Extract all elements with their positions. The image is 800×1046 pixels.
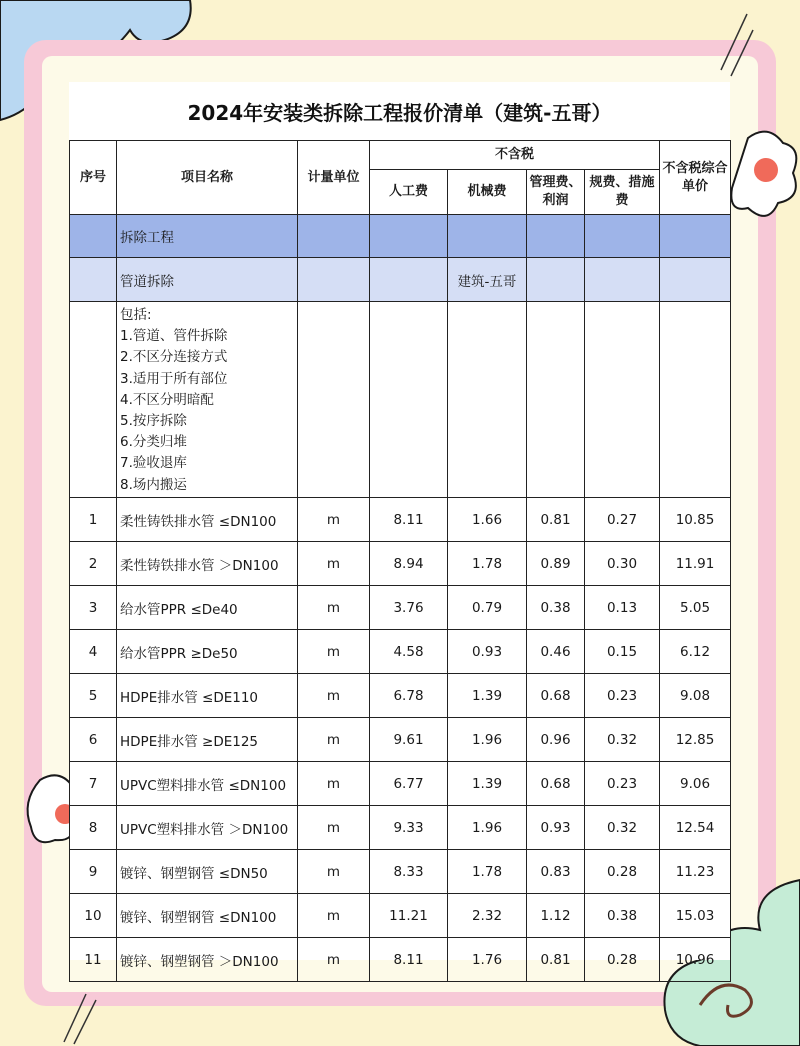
mgmt-cell: 1.12 xyxy=(527,894,585,938)
description-line: 6.分类归堆 xyxy=(120,434,187,451)
fees-cell: 0.28 xyxy=(585,938,660,982)
description-line: 1.管道、管件拆除 xyxy=(120,328,228,345)
subcategory-note: 建筑-五哥 xyxy=(448,258,527,302)
unit-cell: m xyxy=(298,630,370,674)
subcategory-name: 管道拆除 xyxy=(117,258,298,302)
header-total: 不含税综合单价 xyxy=(660,141,731,215)
mgmt-cell: 0.68 xyxy=(527,674,585,718)
machine-cell: 1.39 xyxy=(448,762,527,806)
header-group: 不含税 xyxy=(370,141,660,170)
total-cell: 12.85 xyxy=(660,718,731,762)
unit-cell: m xyxy=(298,762,370,806)
machine-cell: 2.32 xyxy=(448,894,527,938)
description-line: 7.验收退库 xyxy=(120,455,187,472)
mgmt-cell: 0.96 xyxy=(527,718,585,762)
table-row xyxy=(70,938,731,982)
name-cell: 镀锌、钢塑钢管 ≤DN50 xyxy=(117,850,298,894)
description-line: 8.场内搬运 xyxy=(120,476,187,493)
name-cell: 给水管PPR ≤De40 xyxy=(117,586,298,630)
name-cell: UPVC塑料排水管 ≤DN100 xyxy=(117,762,298,806)
mgmt-cell: 0.68 xyxy=(527,762,585,806)
total-cell: 10.85 xyxy=(660,498,731,542)
description-line: 4.不区分明暗配 xyxy=(120,391,214,408)
name-cell: 镀锌、钢塑钢管 ＞DN100 xyxy=(117,938,298,982)
header-fees: 规费、措施费 xyxy=(585,170,660,215)
total-cell: 15.03 xyxy=(660,894,731,938)
seq-cell: 2 xyxy=(70,542,117,586)
seq-cell: 3 xyxy=(70,586,117,630)
table-row xyxy=(70,718,731,762)
mgmt-cell: 0.46 xyxy=(527,630,585,674)
name-cell: HDPE排水管 ≥DE125 xyxy=(117,718,298,762)
unit-cell: m xyxy=(298,586,370,630)
description-line: 包括: xyxy=(120,307,152,323)
category-name: 拆除工程 xyxy=(117,215,298,258)
fees-cell: 0.28 xyxy=(585,850,660,894)
seq-cell: 7 xyxy=(70,762,117,806)
labor-cell: 11.21 xyxy=(370,894,448,938)
total-cell: 9.08 xyxy=(660,674,731,718)
table-row xyxy=(70,850,731,894)
seq-cell: 9 xyxy=(70,850,117,894)
description-row xyxy=(70,302,731,498)
total-cell: 6.12 xyxy=(660,630,731,674)
header-name: 项目名称 xyxy=(117,141,298,215)
total-cell: 12.54 xyxy=(660,806,731,850)
name-cell: 给水管PPR ≥De50 xyxy=(117,630,298,674)
table-row xyxy=(70,542,731,586)
machine-cell: 1.76 xyxy=(448,938,527,982)
machine-cell: 0.93 xyxy=(448,630,527,674)
mgmt-cell: 0.89 xyxy=(527,542,585,586)
flower-icon xyxy=(728,128,800,228)
total-cell: 9.06 xyxy=(660,762,731,806)
machine-cell: 1.96 xyxy=(448,718,527,762)
labor-cell: 8.94 xyxy=(370,542,448,586)
unit-cell: m xyxy=(298,498,370,542)
machine-cell: 1.96 xyxy=(448,806,527,850)
category-row xyxy=(70,215,731,258)
fees-cell: 0.23 xyxy=(585,762,660,806)
unit-cell: m xyxy=(298,718,370,762)
total-cell: 10.96 xyxy=(660,938,731,982)
seq-cell: 6 xyxy=(70,718,117,762)
unit-cell: m xyxy=(298,674,370,718)
fees-cell: 0.38 xyxy=(585,894,660,938)
seq-cell: 11 xyxy=(70,938,117,982)
labor-cell: 6.78 xyxy=(370,674,448,718)
machine-cell: 1.78 xyxy=(448,850,527,894)
name-cell: 镀锌、钢塑钢管 ≤DN100 xyxy=(117,894,298,938)
seq-cell: 8 xyxy=(70,806,117,850)
machine-cell: 0.79 xyxy=(448,586,527,630)
fees-cell: 0.23 xyxy=(585,674,660,718)
labor-cell: 9.33 xyxy=(370,806,448,850)
unit-cell: m xyxy=(298,542,370,586)
labor-cell: 8.11 xyxy=(370,938,448,982)
header-mgmt: 管理费、利润 xyxy=(527,170,585,215)
machine-cell: 1.39 xyxy=(448,674,527,718)
machine-cell: 1.78 xyxy=(448,542,527,586)
diagonal-lines-top-right xyxy=(715,10,755,80)
seq-cell: 4 xyxy=(70,630,117,674)
fees-cell: 0.13 xyxy=(585,586,660,630)
unit-cell: m xyxy=(298,938,370,982)
mgmt-cell: 0.81 xyxy=(527,938,585,982)
description-line: 3.适用于所有部位 xyxy=(120,370,228,387)
labor-cell: 4.58 xyxy=(370,630,448,674)
fees-cell: 0.32 xyxy=(585,718,660,762)
diagonal-lines-bottom-left xyxy=(60,990,100,1046)
seq-cell: 5 xyxy=(70,674,117,718)
mgmt-cell: 0.93 xyxy=(527,806,585,850)
mgmt-cell: 0.38 xyxy=(527,586,585,630)
description-cell xyxy=(117,302,298,498)
name-cell: UPVC塑料排水管 ＞DN100 xyxy=(117,806,298,850)
description-line: 5.按序拆除 xyxy=(120,413,187,430)
quote-table xyxy=(69,140,731,982)
unit-cell: m xyxy=(298,806,370,850)
fees-cell: 0.30 xyxy=(585,542,660,586)
total-cell: 5.05 xyxy=(660,586,731,630)
name-cell: 柔性铸铁排水管 ≤DN100 xyxy=(117,498,298,542)
table-row xyxy=(70,498,731,542)
unit-cell: m xyxy=(298,850,370,894)
header-unit: 计量单位 xyxy=(298,141,370,215)
subcategory-row xyxy=(70,258,731,302)
quote-sheet xyxy=(69,82,730,970)
unit-cell: m xyxy=(298,894,370,938)
description-line: 2.不区分连接方式 xyxy=(120,349,228,366)
mgmt-cell: 0.83 xyxy=(527,850,585,894)
labor-cell: 8.33 xyxy=(370,850,448,894)
table-row xyxy=(70,762,731,806)
table-row xyxy=(70,586,731,630)
labor-cell: 9.61 xyxy=(370,718,448,762)
total-cell: 11.91 xyxy=(660,542,731,586)
header-seq: 序号 xyxy=(70,141,117,215)
mgmt-cell: 0.81 xyxy=(527,498,585,542)
labor-cell: 6.77 xyxy=(370,762,448,806)
header-labor: 人工费 xyxy=(370,170,448,215)
total-cell: 11.23 xyxy=(660,850,731,894)
seq-cell: 1 xyxy=(70,498,117,542)
table-row xyxy=(70,806,731,850)
labor-cell: 8.11 xyxy=(370,498,448,542)
fees-cell: 0.15 xyxy=(585,630,660,674)
sheet-title: 2024年安装类拆除工程报价清单（建筑-五哥） xyxy=(187,101,612,125)
header-machine: 机械费 xyxy=(448,170,527,215)
machine-cell: 1.66 xyxy=(448,498,527,542)
table-row xyxy=(70,894,731,938)
name-cell: HDPE排水管 ≤DE110 xyxy=(117,674,298,718)
seq-cell: 10 xyxy=(70,894,117,938)
table-row xyxy=(70,630,731,674)
fees-cell: 0.32 xyxy=(585,806,660,850)
table-row xyxy=(70,674,731,718)
name-cell: 柔性铸铁排水管 ＞DN100 xyxy=(117,542,298,586)
labor-cell: 3.76 xyxy=(370,586,448,630)
fees-cell: 0.27 xyxy=(585,498,660,542)
